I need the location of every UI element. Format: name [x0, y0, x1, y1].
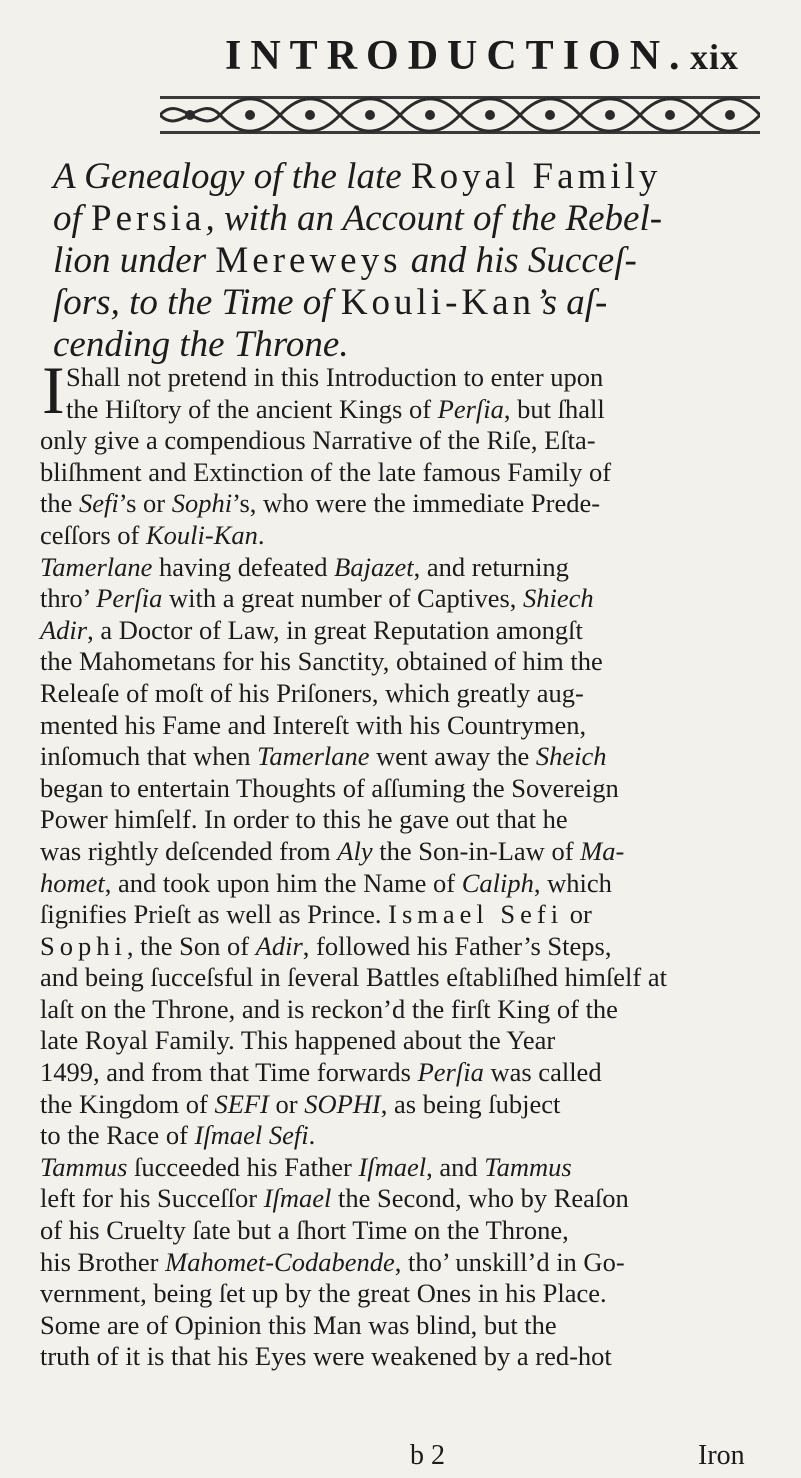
text-line: thro’ Perſia with a great number of Captives, Shiech [40, 583, 594, 614]
text-line: the Mahometans for his Sanctity, obtained of him the [40, 646, 603, 677]
text-line: Adir, a Doctor of Law, in great Reputation amongſt [40, 614, 583, 645]
ornament-icon [160, 88, 760, 140]
text-line: to the Race of Iſmael Sefi. [40, 1120, 316, 1151]
text-line: Some are of Opinion this Man was blind, but the [40, 1309, 557, 1340]
text-line: the Sefi’s or Sophi’s, who were the immediate Prede- [40, 488, 601, 519]
text-line: ceſſors of Kouli-Kan. [40, 519, 265, 550]
text-line: the Hiſtory of the ancient Kings of Perſia, but ſhall [66, 393, 605, 424]
body-text [40, 352, 758, 1373]
text-line: and being ſucceſsful in ſeveral Battles eſtabliſhed himſelf at [40, 962, 667, 993]
page-number: xix [690, 37, 740, 77]
text-line: Tammus ſucceeded his Father Iſmael, and Tammus [40, 1151, 572, 1182]
text-line: Tamerlane having defeated Bajazet, and returning [40, 551, 569, 582]
text-line: the Kingdom of SEFI or SOPHI, as being ſubject [40, 1088, 561, 1119]
running-title: INTRODUCTION. [225, 33, 689, 79]
text-line: mented his Fame and Intereſt with his Countrymen, [40, 709, 587, 740]
heading-line: cending the Throne. [53, 324, 349, 365]
heading-line: lion under Mereweys and his Succeſ- [53, 240, 637, 281]
text-line: homet, and took upon him the Name of Caliph, which [40, 867, 612, 898]
heading-line: ſors, to the Time of Kouli-Kan’s aſ- [53, 282, 608, 323]
text-line: bliſhment and Extinction of the late famous Family of [40, 456, 612, 487]
text-line: of his Cruelty ſate but a ſhort Time on the Throne, [40, 1215, 569, 1246]
text-line: truth of it is that his Eyes were weakened by a red-hot [40, 1341, 612, 1372]
text-line: 1499, and from that Time forwards Perſia was called [40, 1057, 602, 1088]
text-line: ſignifies Prieſt as well as Prince. Ismael Sefi or [40, 899, 592, 930]
page-header [0, 30, 801, 80]
decorative-ornament-band [160, 88, 760, 140]
text-line: vernment, being ſet up by the great Ones in his Place. [40, 1278, 607, 1309]
text-line: Sophi, the Son of Adir, followed his Father’s Steps, [40, 930, 612, 961]
text-line: began to entertain Thoughts of aſſuming the Sovereign [40, 772, 619, 803]
text-line: his Brother Mahomet-Codabende, tho’ unskill’d in Go- [40, 1246, 625, 1277]
catchword: Iron [698, 1440, 745, 1471]
text-line: left for his Succeſſor Iſmael the Second, who by Reaſon [40, 1183, 629, 1214]
text-line: late Royal Family. This happened about the Year [40, 1025, 556, 1056]
section-heading [53, 156, 753, 366]
text-line: Releaſe of moſt of his Priſoners, which greatly aug- [40, 677, 584, 708]
text-line: inſomuch that when Tamerlane went away the Sheich [40, 741, 607, 772]
text-line: only give a compendious Narrative of the Riſe, Eſta- [40, 425, 596, 456]
text-line: Power himſelf. In order to this he gave out that he [40, 804, 568, 835]
signature-mark: b 2 [410, 1440, 445, 1471]
heading-line: of Persia, with an Account of the Rebel- [53, 198, 663, 239]
text-line: laſt on the Throne, and is reckon’d the firſt King of the [40, 993, 618, 1024]
drop-cap: I [42, 352, 65, 428]
text-line: Shall not pretend in this Introduction to enter upon [66, 362, 604, 392]
heading-line: A Genealogy of the late Royal Family [53, 156, 662, 197]
text-line: was rightly deſcended from Aly the Son-in-Law of Ma- [40, 835, 625, 866]
